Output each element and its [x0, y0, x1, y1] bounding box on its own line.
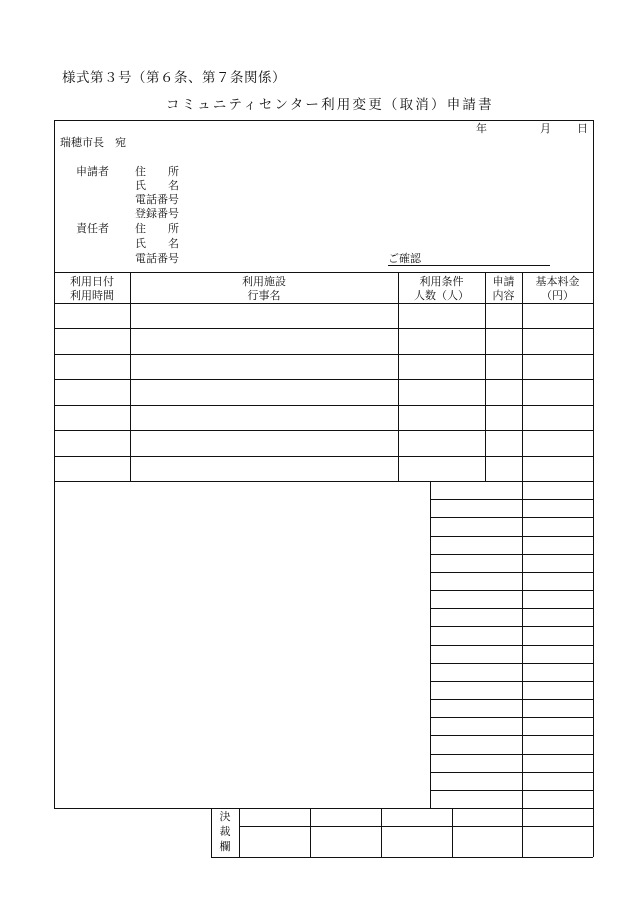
addressee: 瑞穂市長 宛	[60, 136, 126, 149]
approval-col-2	[381, 808, 382, 857]
header-fee-line2: （円）	[541, 289, 574, 302]
responsible-name-label: 氏 名	[135, 237, 179, 250]
table-row-line	[54, 328, 593, 329]
subtotal-row-line	[430, 772, 593, 773]
subtotal-row-line	[430, 754, 593, 755]
frame-left-border	[54, 120, 55, 808]
subtotal-row-line	[430, 572, 593, 573]
applicant-label: 申請者	[76, 165, 109, 178]
responsible-phone-label: 電話番号	[135, 252, 179, 265]
approval-col-1	[310, 808, 311, 857]
header-fee-line1: 基本料金	[535, 275, 580, 288]
date-month: 月	[540, 122, 551, 135]
approval-char-3: 欄	[219, 840, 231, 853]
approval-char-2: 裁	[219, 825, 231, 838]
col-line-2	[398, 272, 399, 481]
header-conditions-line1: 利用条件	[419, 275, 464, 288]
subtotal-row-line	[430, 790, 593, 791]
responsible-address-label: 住 所	[135, 222, 179, 235]
subtotal-row-line	[430, 499, 593, 500]
applicant-address-label: 住 所	[135, 165, 179, 178]
col-line-4	[522, 272, 523, 857]
subtotal-row-line	[430, 717, 593, 718]
document-title: コミュニティセンター利用変更（取消）申請書	[166, 97, 494, 113]
subtotal-row-line	[430, 645, 593, 646]
approval-bottom-line	[211, 857, 593, 858]
subtotal-row-line	[430, 626, 593, 627]
header-facility-line1: 利用施設	[242, 275, 286, 288]
table-row-line	[54, 354, 593, 355]
table-row-line	[54, 405, 593, 406]
table-row-line	[54, 379, 593, 380]
approval-char-1: 決	[219, 810, 231, 823]
header-top-line	[54, 272, 593, 273]
header-date-line2: 利用時間	[70, 289, 114, 302]
subtotal-row-line	[430, 590, 593, 591]
lower-section-top	[54, 481, 593, 482]
header-facility-line2: 行事名	[247, 289, 281, 302]
approval-label-line	[239, 808, 240, 857]
header-request-line1: 申請	[492, 275, 515, 288]
applicant-registration-label: 登録番号	[135, 207, 179, 220]
subtotal-row-line	[430, 536, 593, 537]
lower-section-bottom	[54, 808, 593, 809]
subtotal-row-line	[430, 663, 593, 664]
confirm-label: ご確認	[388, 252, 421, 265]
header-request-line2: 内容	[492, 289, 515, 302]
subtotal-row-line	[430, 554, 593, 555]
header-date-line1: 利用日付	[70, 275, 114, 288]
subtotal-row-line	[430, 681, 593, 682]
subtotal-row-line	[430, 699, 593, 700]
responsible-label: 責任者	[76, 222, 109, 235]
col-line-3	[485, 272, 486, 481]
approval-mid-line	[239, 826, 593, 827]
confirm-line	[388, 265, 550, 266]
table-row-line	[54, 430, 593, 431]
date-day: 日	[577, 122, 588, 135]
subtotal-row-line	[430, 517, 593, 518]
frame-top-border	[54, 120, 593, 121]
date-year: 年	[476, 122, 487, 135]
approval-col-3	[452, 808, 453, 857]
table-row-line	[54, 456, 593, 457]
applicant-name-label: 氏 名	[135, 179, 179, 192]
col-line-1	[130, 272, 131, 481]
form-number: 様式第３号（第６条、第７条関係）	[62, 70, 286, 86]
header-bottom-line	[54, 303, 593, 304]
applicant-phone-label: 電話番号	[135, 193, 179, 206]
subtotal-row-line	[430, 608, 593, 609]
frame-right-border	[593, 120, 594, 857]
subtotal-row-line	[430, 735, 593, 736]
header-conditions-line2: 人数（人）	[414, 289, 469, 302]
